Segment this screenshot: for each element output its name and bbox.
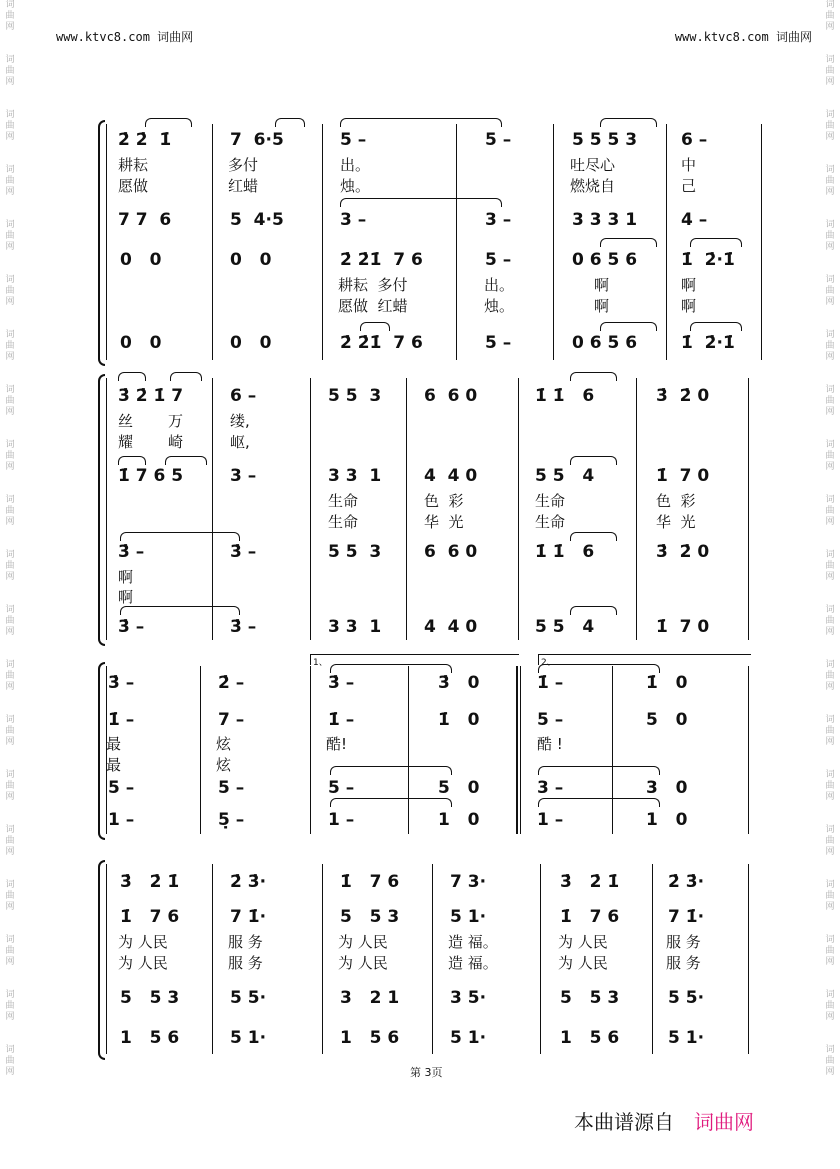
note-group: 1̇ 7 0 [656, 466, 710, 486]
tie [330, 798, 452, 807]
barline [212, 124, 213, 360]
lyric: 耀 [118, 433, 134, 451]
lyric: 为 人民 [118, 933, 168, 951]
note-group: 5 5 3 [328, 542, 382, 562]
note-group: 5 5 3 [560, 988, 620, 1008]
tie [330, 766, 452, 775]
note-group: 0 0 [120, 250, 162, 270]
note-group: 6 – [230, 386, 257, 406]
note-group: 3 – [340, 210, 367, 230]
lyric: 缕, [230, 412, 250, 430]
lyric: 为 人民 [558, 933, 608, 951]
note-group: 4 4 0 [424, 617, 478, 637]
barline [748, 864, 749, 1054]
note-group: 1̇ 1̇ 6 [535, 386, 595, 406]
note-group: 1̇ 2̇·1̇ [681, 333, 735, 353]
lyric: 最 [106, 735, 122, 753]
repeat-barline [516, 666, 518, 834]
note-group: 5 – [108, 778, 135, 798]
system-1-brace [98, 120, 105, 366]
note-group: 5 1· [450, 1028, 487, 1048]
note-group: 0 0 [230, 250, 272, 270]
note-group: 5 – [485, 333, 512, 353]
note-group: 7 3· [450, 872, 487, 892]
lyric: 炫 [216, 735, 232, 753]
tie [538, 766, 660, 775]
lyric: 红蜡 [228, 177, 259, 195]
lyric: 出。 [340, 156, 371, 174]
source-text: 本曲谱源自 [574, 1110, 674, 1134]
barline [106, 864, 107, 1054]
barline [540, 864, 541, 1054]
note-group: 5 – [328, 778, 355, 798]
note-group: 0 0 [120, 333, 162, 353]
lyric: 中 [681, 156, 697, 174]
lyric: 耕耘 多付 [338, 276, 408, 294]
note-group: 5 4·5 [230, 210, 284, 230]
system-3-brace [98, 662, 105, 840]
barline [518, 378, 519, 640]
lyric: 啊 [118, 568, 134, 586]
note-group: 5 0 [438, 778, 480, 798]
note-group: 0 0 [230, 333, 272, 353]
slur [570, 532, 617, 541]
note-group: 5 – [485, 130, 512, 150]
note-group: 5 5 4 [535, 466, 595, 486]
note-group: 7 1̇· [668, 907, 705, 927]
note-group: 5 5 5 3 [572, 130, 638, 150]
note-group: 3̇ 2̇ 1̇ [560, 872, 620, 892]
slur [165, 456, 207, 465]
note-group: 1 0 [646, 810, 688, 830]
slur [145, 118, 192, 127]
note-group: 3 3 1 [328, 617, 382, 637]
lyric: 啊 [118, 588, 134, 606]
slur [170, 372, 202, 381]
note-group: 3 0 [646, 778, 688, 798]
barline [456, 124, 457, 360]
slur [570, 606, 617, 615]
barline [310, 666, 311, 834]
note-group: 2̇ 2̇1̇ 7 6 [340, 250, 423, 270]
note-group: 2̇ 3̇· [668, 872, 705, 892]
note-group: 1 5 6 [560, 1028, 620, 1048]
left-watermark: 词 曲 网 词 曲 网 词 曲 网 词 曲 网 词 曲 网 词 曲 网 词 曲 网 词 曲 网 词 曲 网 词 曲 网 词 曲 网 词 曲 网 词 曲 网 词 曲 网 词 曲 网 词 曲 网 词 曲 网 词 曲 网 词 曲 网 词 曲 网 [5, 0, 15, 1077]
note-group: 5 5 3 [328, 386, 382, 406]
note-group: 3 – [485, 210, 512, 230]
lyric: 生命 [535, 492, 566, 510]
barline [553, 124, 554, 360]
source-credit [574, 1106, 754, 1135]
barline [212, 378, 213, 640]
note-group: 1 – [328, 810, 355, 830]
note-group: 1̇ 7 6 [120, 907, 180, 927]
lyric: 最 [106, 756, 122, 774]
lyric: 啊 [594, 276, 610, 294]
tie [340, 118, 502, 127]
lyric: 愿做 [118, 177, 149, 195]
header-right [675, 28, 812, 45]
lyric: 啊 [681, 276, 697, 294]
lyric: 服 务 [666, 954, 701, 972]
system-2-brace [98, 374, 105, 646]
note-group: 3̇ 2̇ 0 [656, 542, 710, 562]
note-group: 0 6 5 6 [572, 333, 638, 353]
note-group: 1̇ 1̇ 6 [535, 542, 595, 562]
note-group: 5 1· [450, 907, 487, 927]
note-group: 5 0 [646, 710, 688, 730]
lyric: 吐尽心 [570, 156, 616, 174]
note-group: 5 5 3 [340, 907, 400, 927]
note-group: 6 6 0 [424, 386, 478, 406]
lyric: 炫 [216, 756, 232, 774]
lyric: 酷 ! [537, 735, 563, 753]
note-group: 1̇ 7 6 5 [118, 466, 184, 486]
lyric: 为 人民 [338, 954, 388, 972]
header-left-site: 词曲网 [157, 30, 194, 44]
lyric: 万 [168, 412, 184, 430]
barline [310, 378, 311, 640]
note-group: 7 7 6 [118, 210, 172, 230]
lyric: 服 务 [228, 933, 263, 951]
lyric: 服 务 [666, 933, 701, 951]
slur [600, 238, 657, 247]
note-group: 1̇ – [328, 710, 355, 730]
tie [340, 198, 502, 207]
lyric: 造 福。 [448, 954, 498, 972]
slur [118, 456, 146, 465]
lyric: 生命 [328, 513, 359, 531]
lyric: 造 福。 [448, 933, 498, 951]
slur [360, 322, 390, 331]
note-group: 5 – [537, 710, 564, 730]
note-group: 5 5· [668, 988, 705, 1008]
slur [690, 322, 742, 331]
note-group: 3̇ 2̇ 0 [656, 386, 710, 406]
note-group: 1 – [108, 810, 135, 830]
header-left [56, 28, 193, 45]
note-group: 5 5· [230, 988, 267, 1008]
note-group: 5 – [485, 250, 512, 270]
note-group: 2̇ 2̇ 1̇ [118, 130, 172, 150]
note-group: 1̇ 0 [438, 710, 480, 730]
note-group: 3 – [230, 466, 257, 486]
lyric: 华 光 [424, 513, 464, 531]
note-group: 2̇ 3̇· [230, 872, 267, 892]
lyric: 酷! [326, 735, 348, 753]
header-right-url[interactable]: www.ktvc8.com [674, 30, 769, 44]
volta-2: 2、 [538, 654, 751, 665]
barline [761, 124, 762, 360]
lyric: 烛。 [340, 177, 371, 195]
lyric: 丝 [118, 412, 134, 430]
lyric: 华 光 [656, 513, 696, 531]
note-group: 5 – [218, 778, 245, 798]
note-group: 1̇ – [108, 710, 135, 730]
note-group: 5 1· [668, 1028, 705, 1048]
lyric: 为 人民 [558, 954, 608, 972]
note-group: 3̇ – [118, 542, 145, 562]
header-right-site: 词曲网 [775, 30, 812, 44]
header-left-url[interactable]: www.ktvc8.com [56, 30, 150, 44]
note-group: 1̇ 0 [646, 673, 688, 693]
barline [748, 666, 749, 834]
lyric: 烛。 [484, 297, 515, 315]
slur [600, 322, 657, 331]
lyric: 岖, [230, 433, 250, 451]
slur [275, 118, 305, 127]
note-group: 3̇ 2̇ 1̇ [120, 872, 180, 892]
page-number: 第 3页 [410, 1066, 443, 1079]
lyric: 崎 [168, 433, 184, 451]
note-group: 3 3 3 1 [572, 210, 638, 230]
note-group: 5 5 3 [120, 988, 180, 1008]
lyric: 己 [681, 177, 697, 195]
note-group: 1̇ 7 0 [656, 617, 710, 637]
slur [570, 456, 617, 465]
tie [120, 532, 240, 541]
lyric: 为 人民 [338, 933, 388, 951]
lyric: 多付 [228, 156, 259, 174]
note-group: 3̇ – [118, 617, 145, 637]
barline [322, 124, 323, 360]
note-group: 2̇ 2̇1̇ 7 6 [340, 333, 423, 353]
tie [538, 798, 660, 807]
note-group: 3̇ – [328, 673, 355, 693]
slur [118, 372, 146, 381]
note-group: 7 – [218, 710, 245, 730]
barline [748, 378, 749, 640]
note-group: 3 – [537, 778, 564, 798]
note-group: 5 1· [230, 1028, 267, 1048]
barline [106, 124, 107, 360]
volta-1: 1、 [310, 654, 519, 665]
note-group: 1̇ 7 6 [340, 872, 400, 892]
note-group: 2̇ – [218, 673, 245, 693]
note-group: 1̇ – [537, 673, 564, 693]
lyric: 啊 [594, 297, 610, 315]
barline [636, 378, 637, 640]
lyric: 愿做 红蜡 [338, 297, 408, 315]
note-group: 5 – [340, 130, 367, 150]
barline [408, 666, 409, 834]
barline [200, 666, 201, 834]
barline [666, 124, 667, 360]
slur [690, 238, 742, 247]
lyric: 燃烧自 [570, 177, 616, 195]
note-group: 3 2 1 [340, 988, 400, 1008]
lyric: 为 人民 [118, 954, 168, 972]
note-group: 3 5· [450, 988, 487, 1008]
note-group: 4 – [681, 210, 708, 230]
note-group: 5̣ – [218, 810, 245, 830]
note-group: 4 4 0 [424, 466, 478, 486]
note-group: 3̇ – [230, 617, 257, 637]
note-group: 7 1̇· [230, 907, 267, 927]
note-group: 0 6 5 6 [572, 250, 638, 270]
note-group: 6 – [681, 130, 708, 150]
lyric: 色 彩 [424, 492, 464, 510]
note-group: 3̇ 2̇ 1̇ 7 [118, 386, 184, 406]
barline [406, 378, 407, 640]
lyric: 出。 [484, 276, 515, 294]
barline [612, 666, 613, 834]
note-group: 1 5 6 [120, 1028, 180, 1048]
lyric: 生命 [535, 513, 566, 531]
tie [120, 606, 240, 615]
barline [432, 864, 433, 1054]
lyric: 色 彩 [656, 492, 696, 510]
note-group: 3̇ 0 [438, 673, 480, 693]
note-group: 5 5 4 [535, 617, 595, 637]
slur [600, 118, 657, 127]
note-group: 3̇ – [230, 542, 257, 562]
barline [106, 378, 107, 640]
slur [570, 372, 617, 381]
barline [322, 864, 323, 1054]
tie [538, 664, 660, 673]
right-watermark: 词 曲 网 词 曲 网 词 曲 网 词 曲 网 词 曲 网 词 曲 网 词 曲 网 词 曲 网 词 曲 网 词 曲 网 词 曲 网 词 曲 网 词 曲 网 词 曲 网 词 曲 网 词 曲 网 词 曲 网 词 曲 网 词 曲 网 词 曲 网 [825, 0, 835, 1077]
repeat-barline [520, 666, 521, 834]
system-4-brace [98, 860, 105, 1060]
lyric: 啊 [681, 297, 697, 315]
note-group: 7 6·5 [230, 130, 284, 150]
barline [212, 864, 213, 1054]
tie [330, 664, 452, 673]
note-group: 6 6 0 [424, 542, 478, 562]
note-group: 1 0 [438, 810, 480, 830]
note-group: 1̇ 2̇·1̇ [681, 250, 735, 270]
note-group: 1 – [537, 810, 564, 830]
note-group: 3 3 1 [328, 466, 382, 486]
lyric: 生命 [328, 492, 359, 510]
barline [652, 864, 653, 1054]
note-group: 1 5 6 [340, 1028, 400, 1048]
lyric: 耕耘 [118, 156, 149, 174]
lyric: 服 务 [228, 954, 263, 972]
source-brand-link[interactable]: 词曲网 [694, 1110, 754, 1134]
note-group: 3̇ – [108, 673, 135, 693]
note-group: 1̇ 7 6 [560, 907, 620, 927]
